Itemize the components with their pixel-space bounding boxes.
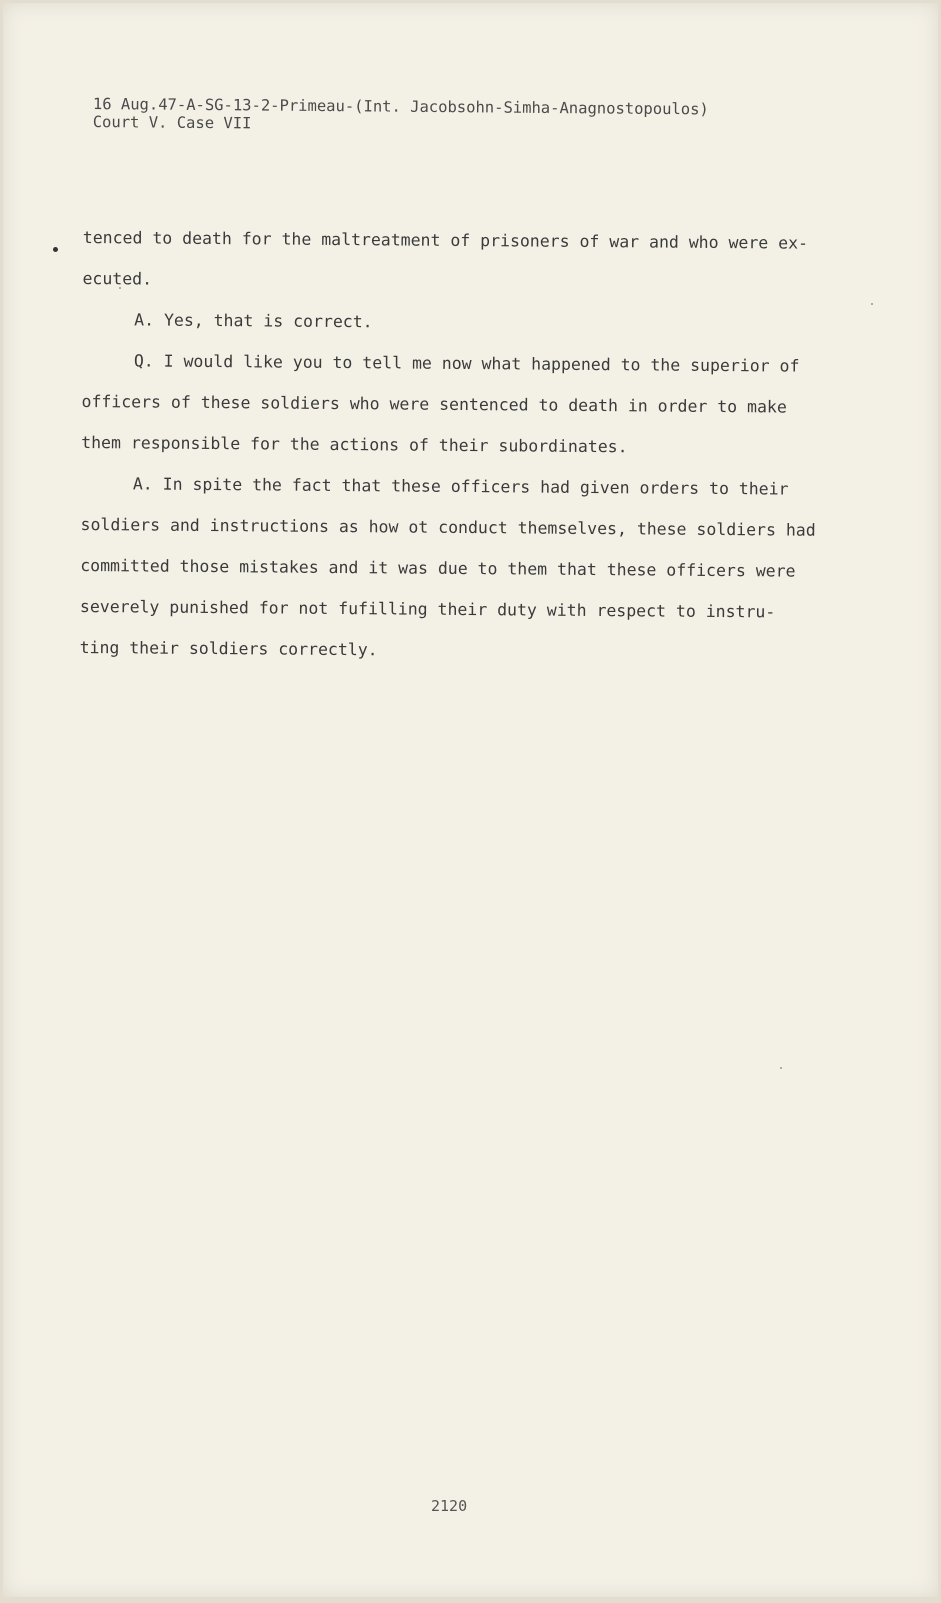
transcript-line: them responsible for the actions of their subordinates. [81, 432, 628, 457]
transcript-line: committed those mistakes and it was due to them that these officers were [80, 555, 796, 581]
page-number: 2120 [431, 1497, 468, 1515]
header-court-line: Court V. Case VII [92, 112, 252, 133]
paper-speck [871, 303, 873, 305]
transcript-line: tenced to death for the maltreatment of prisoners of war and who were ex- [82, 227, 809, 253]
transcript-line: ecuted. [82, 268, 153, 289]
transcript-line: soldiers and instructions as how ot conduct themselves, these soldiers had [80, 514, 816, 540]
document-page [3, 3, 938, 1597]
transcript-line: severely punished for not fufilling their duty with respect to instru- [79, 596, 776, 622]
document-header [93, 95, 709, 136]
paper-speck [780, 1067, 782, 1069]
header-reference-line: 16 Aug.47-A-SG-13-2-Primeau-(Int. Jacobsohn-Simha-Anagnostopoulos) [92, 95, 709, 119]
transcript-body [79, 217, 843, 674]
margin-mark [53, 247, 58, 252]
transcript-line: officers of these soldiers who were sentenced to death in order to make [81, 391, 787, 417]
answer-line: A. In spite the fact that these officers had given orders to their [132, 474, 789, 499]
question-line: Q. I would like you to tell me now what happened to the superior of [133, 351, 800, 376]
transcript-line: ting their soldiers correctly. [79, 637, 378, 660]
answer-line: A. Yes, that is correct. [134, 310, 373, 332]
